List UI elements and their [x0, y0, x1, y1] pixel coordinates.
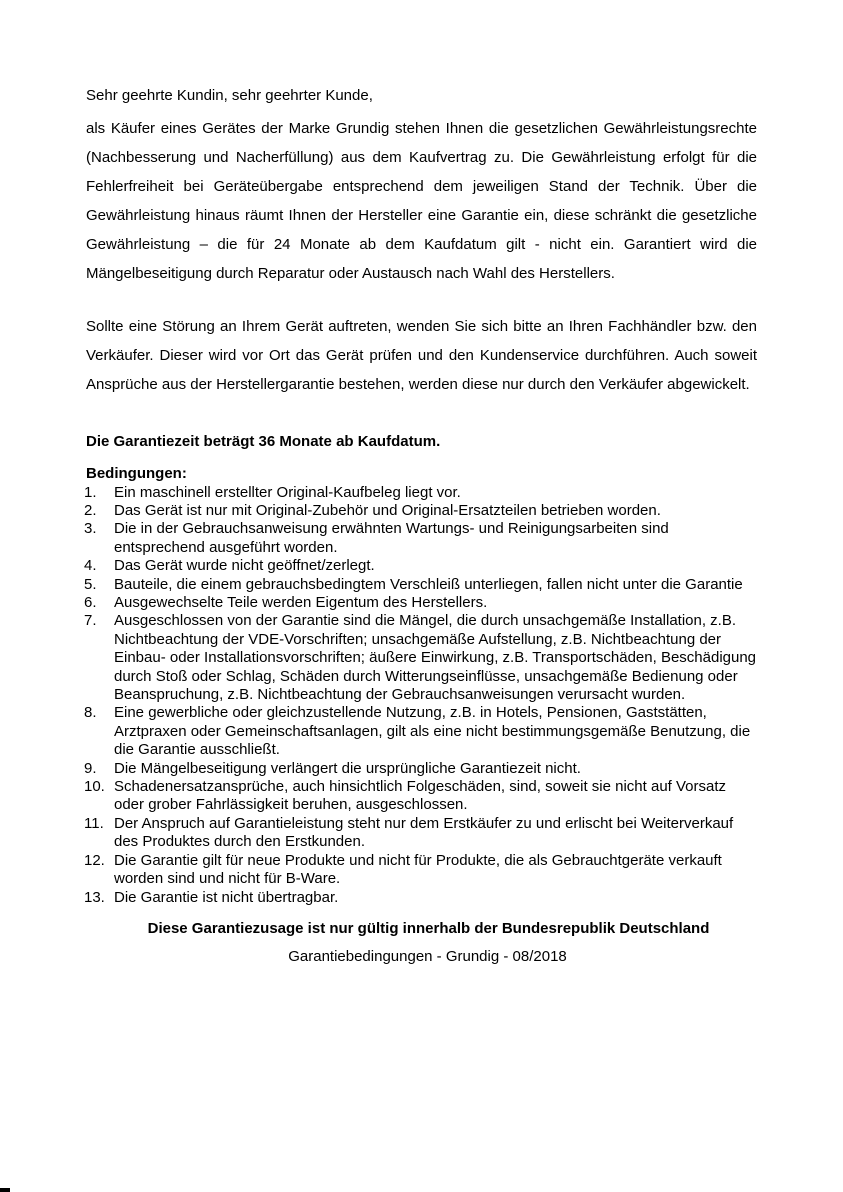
condition-number: 6. [84, 594, 97, 611]
conditions-list [86, 484, 757, 907]
validity-note: Diese Garantiezusage ist nur gültig innerhalb der Bundesrepublik Deutschland [147, 919, 710, 937]
condition-item [86, 889, 757, 907]
condition-number: 1. [84, 483, 97, 501]
condition-text: Das Gerät ist nur mit Original-Zubehör und Original-Ersatzteilen betrieben worden. [114, 501, 661, 519]
warranty-document [86, 86, 757, 967]
condition-item [86, 760, 757, 778]
condition-text: Ein maschinell erstellter Original-Kaufbeleg liegt vor. [114, 483, 461, 501]
service-paragraph: Sollte eine Störung an Ihrem Gerät auftreten, wenden Sie sich bitte an Ihren Fachhändler bzw. den Verkäufer. Dieser wird vor Ort das Gerät prüfen und den Kundenservice durchführen. Auch soweit Ansprüche aus der Herstellergarantie bestehen, werden diese nur durch den Verkäufer abgewickelt. [86, 318, 757, 394]
condition-number: 4. [84, 557, 97, 575]
condition-number: 3. [84, 520, 97, 538]
condition-number: 8. [84, 704, 97, 722]
condition-number: 13. [84, 888, 105, 906]
condition-number: 2. [84, 501, 97, 519]
condition-item [86, 852, 757, 889]
condition-item [86, 502, 757, 520]
intro-paragraph: als Käufer eines Gerätes der Marke Grundig stehen Ihnen die gesetzlichen Gewährleistungsrechte (Nachbesserung und Nacherfüllung) aus dem Kaufvertrag zu. Die Gewährleistung erfolgt für die Fehlerfreiheit bei Geräteübergabe entsprechend dem jeweiligen Stand der Technik. Über die Gewährleistung hinaus räumt Ihnen der Hersteller eine Garantie ein, diese schränkt die gesetzliche Gewährleistung – die für 24 Monate ab dem Kaufdatum gilt - nicht ein. Garantiert wird die Mängelbeseitigung durch Reparatur oder Austausch nach Wahl des Herstellers. [86, 120, 757, 282]
condition-text: Eine gewerbliche oder gleichzustellende Nutzung, z.B. in Hotels, Pensionen, Gaststätten, Arztpraxen oder Gemeinschaftsanlagen, gilt als eine nicht bestimmungsgemäße Benutzung, die die Garantie ausschließt. [114, 704, 751, 759]
condition-item [86, 484, 757, 502]
condition-text: Ausgeschlossen von der Garantie sind die Mängel, die durch unsachgemäße Installation, z.B. Nichtbeachtung der VDE-Vorschriften; unsachgemäße Aufstellung, z.B. Nichtbeachtung der Einbau- oder Installationsvorschriften; äußere Einwirkung, z.B. Transportschäden, Beschädigung durch Stoß oder Schlag, Schäden durch Witterungseinflüsse, unsachgemäße Bedienung oder Beanspruchung, z.B. Nichtbeachtung der Gebrauchsanweisungen verursacht wurden. [114, 612, 757, 704]
condition-number: 7. [84, 612, 97, 630]
condition-item [86, 576, 757, 594]
conditions-heading: Bedingungen: [86, 465, 187, 483]
condition-number: 10. [84, 778, 105, 796]
condition-text: Bauteile, die einem gebrauchsbedingtem Verschleiß unterliegen, fallen nicht unter die Garantie [114, 575, 743, 593]
warranty-period-heading: Die Garantiezeit beträgt 36 Monate ab Kaufdatum. [86, 433, 441, 451]
condition-text: Die in der Gebrauchsanweisung erwähnten Wartungs- und Reinigungsarbeiten sind entsprechend ausgeführt worden. [114, 520, 669, 556]
condition-item [86, 557, 757, 575]
condition-text: Die Garantie gilt für neue Produkte und nicht für Produkte, die als Gebrauchtgeräte verkauft worden sind und nicht für B-Ware. [114, 851, 722, 888]
condition-item [86, 778, 757, 815]
condition-item [86, 815, 757, 852]
condition-number: 11. [84, 814, 104, 832]
condition-text: Das Gerät wurde nicht geöffnet/zerlegt. [114, 557, 375, 575]
condition-item [86, 704, 757, 759]
condition-text: Schadenersatzansprüche, auch hinsichtlich Folgeschäden, sind, soweit sie nicht auf Vorsatz oder grober Fahrlässigkeit beruhen, ausgeschlossen. [114, 778, 727, 814]
greeting: Sehr geehrte Kundin, sehr geehrter Kunde, [86, 87, 373, 104]
condition-item [86, 520, 757, 557]
condition-item [86, 594, 757, 612]
condition-number: 5. [84, 575, 97, 593]
condition-number: 12. [84, 851, 105, 869]
page-edge-mark [0, 1188, 10, 1192]
document-footer: Garantiebedingungen - Grundig - 08/2018 [288, 947, 567, 965]
condition-text: Die Garantie ist nicht übertragbar. [114, 888, 339, 906]
condition-text: Ausgewechselte Teile werden Eigentum des Herstellers. [114, 594, 488, 611]
condition-number: 9. [84, 759, 97, 777]
condition-text: Die Mängelbeseitigung verlängert die ursprüngliche Garantiezeit nicht. [114, 759, 581, 777]
condition-text: Der Anspruch auf Garantieleistung steht nur dem Erstkäufer zu und erlischt bei Weiterverkauf des Produktes durch den Erstkunden. [114, 814, 734, 851]
condition-item [86, 612, 757, 704]
